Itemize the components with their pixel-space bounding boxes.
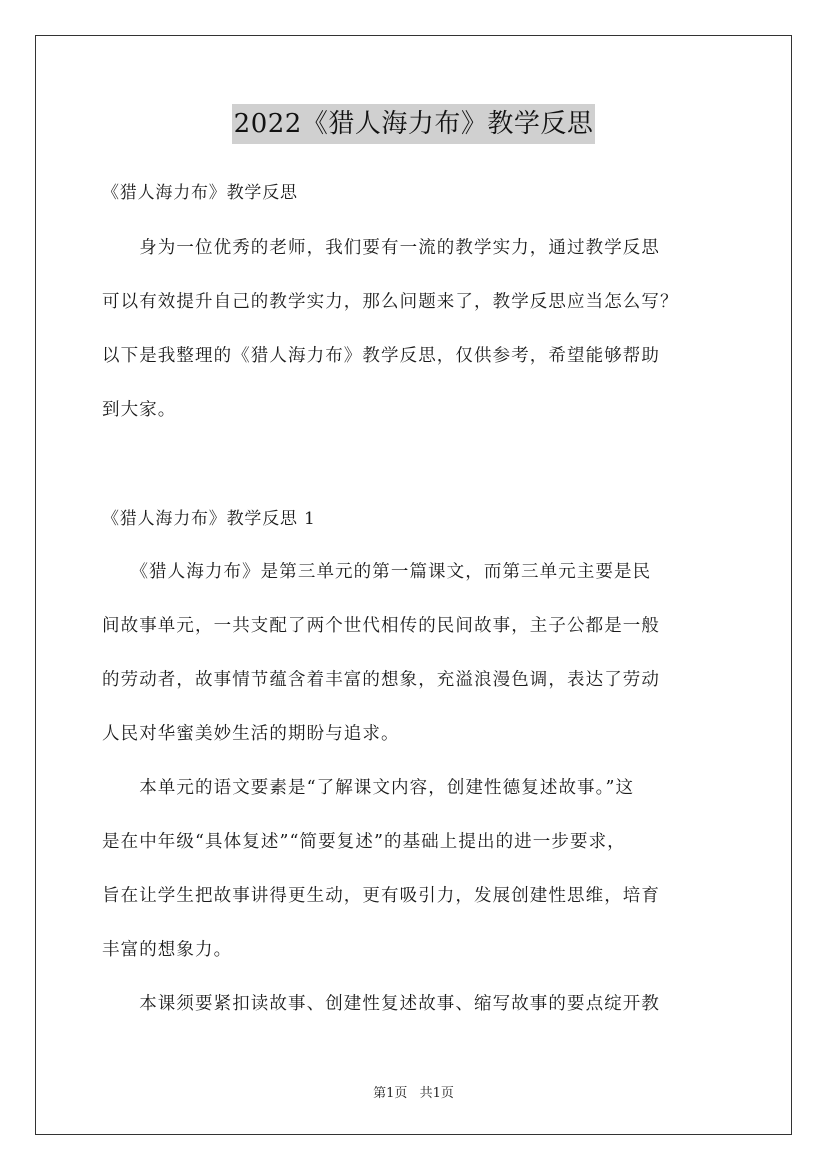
body-line: 本单元的语文要素是“了解课文内容，创建性德复述故事。”这 — [102, 778, 635, 798]
body-line: 的劳动者，故事情节蕴含着丰富的想象，充溢浪漫色调，表达了劳动 — [102, 670, 660, 690]
body-line: 本课须要紧扣读故事、创建性复述故事、缩写故事的要点绽开教 — [102, 994, 660, 1014]
intro-paragraph — [102, 221, 742, 437]
intro-line: 以下是我整理的《猎人海力布》教学反思，仅供参考，希望能够帮助 — [102, 346, 660, 366]
body-line: 旨在让学生把故事讲得更生动，更有吸引力，发展创建性思维，培育 — [102, 886, 660, 906]
page-total: 共1页 — [419, 1086, 454, 1101]
body-line: 间故事单元，一共支配了两个世代相传的民间故事，主子公都是一般 — [102, 616, 660, 636]
title-container — [0, 104, 827, 144]
intro-line: 身为一位优秀的老师，我们要有一流的教学实力，通过教学反思 — [102, 238, 660, 258]
intro-line: 可以有效提升自己的教学实力，那么问题来了，教学反思应当怎么写？ — [102, 292, 679, 312]
intro-line: 到大家。 — [102, 400, 177, 420]
section-body — [102, 545, 742, 1031]
body-line: 人民对华蜜美妙生活的期盼与追求。 — [102, 724, 400, 744]
document-subtitle: 《猎人海力布》教学反思 — [102, 183, 298, 203]
body-line: 《猎人海力布》是第三单元的第一篇课文，而第三单元主要是民 — [102, 562, 652, 582]
body-line: 丰富的想象力。 — [102, 940, 233, 960]
section-heading: 《猎人海力布》教学反思 1 — [102, 509, 316, 529]
page-footer — [0, 1082, 827, 1101]
document-title: 2022《猎人海力布》教学反思 — [232, 104, 596, 144]
page-number: 第1页 — [373, 1086, 408, 1101]
body-line: 是在中年级“具体复述”“简要复述”的基础上提出的进一步要求， — [102, 832, 626, 852]
